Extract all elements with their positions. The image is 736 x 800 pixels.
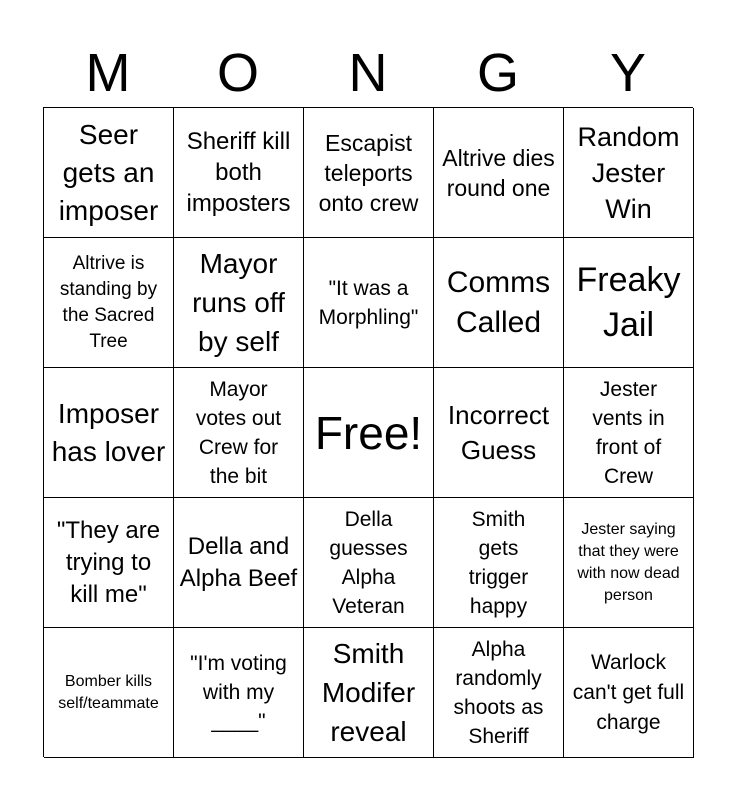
bingo-cell[interactable]: "It was a Morphling": [304, 238, 434, 368]
bingo-cell[interactable]: Warlock can't get full charge: [564, 628, 694, 758]
bingo-cell[interactable]: Smith Modifer reveal: [304, 628, 434, 758]
bingo-cell[interactable]: Della guesses Alpha Veteran: [304, 498, 434, 628]
bingo-cell[interactable]: Smith gets trigger happy: [434, 498, 564, 628]
header-letter-o: O: [216, 43, 259, 103]
bingo-cell[interactable]: Seer gets an imposer: [44, 108, 174, 238]
bingo-cell[interactable]: Mayor votes out Crew for the bit: [174, 368, 304, 498]
bingo-cell[interactable]: "I'm voting with my ____": [174, 628, 304, 758]
bingo-cell[interactable]: Random Jester Win: [564, 108, 694, 238]
bingo-cell[interactable]: Escapist teleports onto crew: [304, 108, 434, 238]
bingo-cell[interactable]: "They are trying to kill me": [44, 498, 174, 628]
header-letter-n: N: [348, 43, 388, 103]
header-letter-g: G: [476, 43, 519, 103]
bingo-cell[interactable]: Incorrect Guess: [434, 368, 564, 498]
bingo-cell[interactable]: Imposer has lover: [44, 368, 174, 498]
bingo-cell[interactable]: Alpha randomly shoots as Sheriff: [434, 628, 564, 758]
bingo-cell[interactable]: Jester vents in front of Crew: [564, 368, 694, 498]
bingo-header: [43, 40, 693, 106]
bingo-cell[interactable]: Altrive is standing by the Sacred Tree: [44, 238, 174, 368]
bingo-cell[interactable]: Comms Called: [434, 238, 564, 368]
bingo-cell[interactable]: Bomber kills self/teammate: [44, 628, 174, 758]
bingo-cell[interactable]: Sheriff kill both imposters: [174, 108, 304, 238]
header-letter-m: M: [85, 43, 131, 103]
bingo-cell[interactable]: Jester saying that they were with now dead person: [564, 498, 694, 628]
bingo-cell[interactable]: Della and Alpha Beef: [174, 498, 304, 628]
free-space[interactable]: Free!: [304, 368, 434, 498]
bingo-card: [43, 107, 693, 757]
header-letter-y: Y: [609, 43, 647, 103]
bingo-cell[interactable]: Altrive dies round one: [434, 108, 564, 238]
bingo-cell[interactable]: Mayor runs off by self: [174, 238, 304, 368]
bingo-cell[interactable]: Freaky Jail: [564, 238, 694, 368]
